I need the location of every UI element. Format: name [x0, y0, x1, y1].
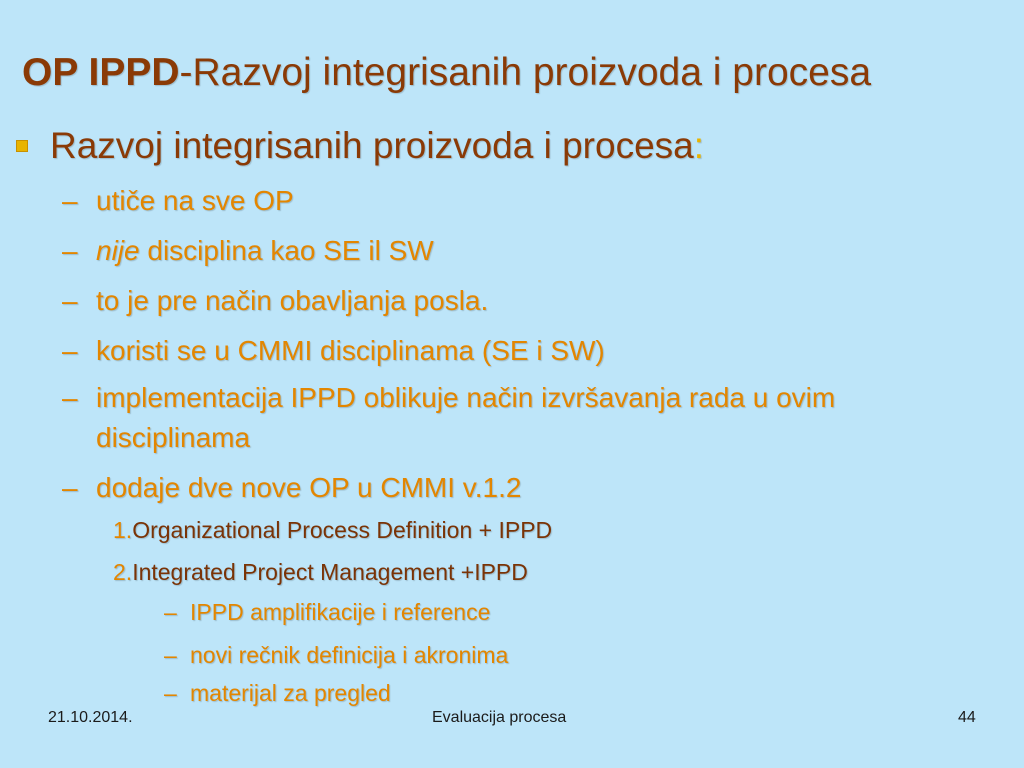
dash-bullet: –: [62, 235, 78, 266]
sub-list-item-text: novi rečnik definicija i akronima: [190, 642, 509, 668]
item-number: 2.: [113, 559, 133, 585]
sub-list-item-text: materijal za pregled: [190, 680, 391, 706]
title-rest: -Razvoj integrisanih proizvoda i procesa: [179, 51, 872, 94]
square-bullet-icon: [16, 140, 28, 152]
dash-bullet: –: [164, 642, 177, 668]
footer-date: 21.10.2014.: [48, 709, 133, 726]
title-bold: OP IPPD: [22, 51, 180, 94]
list-item-text: [96, 234, 434, 268]
list-item-text-line1: implementacija IPPD oblikuje način izvršavanja rada u ovim: [96, 382, 836, 413]
main-bullet-text: [50, 121, 704, 171]
list-item-text: koristi se u CMMI disciplinama (SE i SW): [96, 335, 605, 366]
dash-bullet: –: [62, 382, 78, 413]
list-item-text: utiče na sve OP: [96, 185, 294, 216]
dash-bullet: –: [62, 185, 78, 216]
sub-list-item-text: IPPD amplifikacije i reference: [190, 599, 491, 625]
main-bullet-label: Razvoj integrisanih proizvoda i procesa: [50, 125, 694, 166]
numbered-item: [113, 557, 528, 587]
slide-title: [22, 48, 871, 98]
dash-bullet: –: [62, 472, 78, 503]
numbered-item-text: Integrated Project Management +IPPD: [132, 559, 528, 585]
list-item-text-line2: disciplinama: [96, 422, 251, 453]
italic-word: nije: [96, 235, 140, 266]
dash-bullet: –: [62, 335, 78, 366]
item-number: 1.: [113, 517, 133, 543]
list-item-text: dodaje dve nove OP u CMMI v.1.2: [96, 472, 522, 503]
dash-bullet: –: [62, 285, 78, 316]
list-item-text: to je pre način obavljanja posla.: [96, 285, 489, 316]
numbered-item: [113, 515, 552, 545]
footer-title: Evaluacija procesa: [432, 709, 567, 726]
footer-page-number: 44: [958, 709, 976, 726]
main-bullet-colon: :: [693, 125, 705, 166]
list-item-rest: disciplina kao SE il SW: [139, 235, 434, 266]
dash-bullet: –: [164, 680, 177, 706]
numbered-item-text: Organizational Process Definition + IPPD: [132, 517, 553, 543]
dash-bullet: –: [164, 599, 177, 625]
